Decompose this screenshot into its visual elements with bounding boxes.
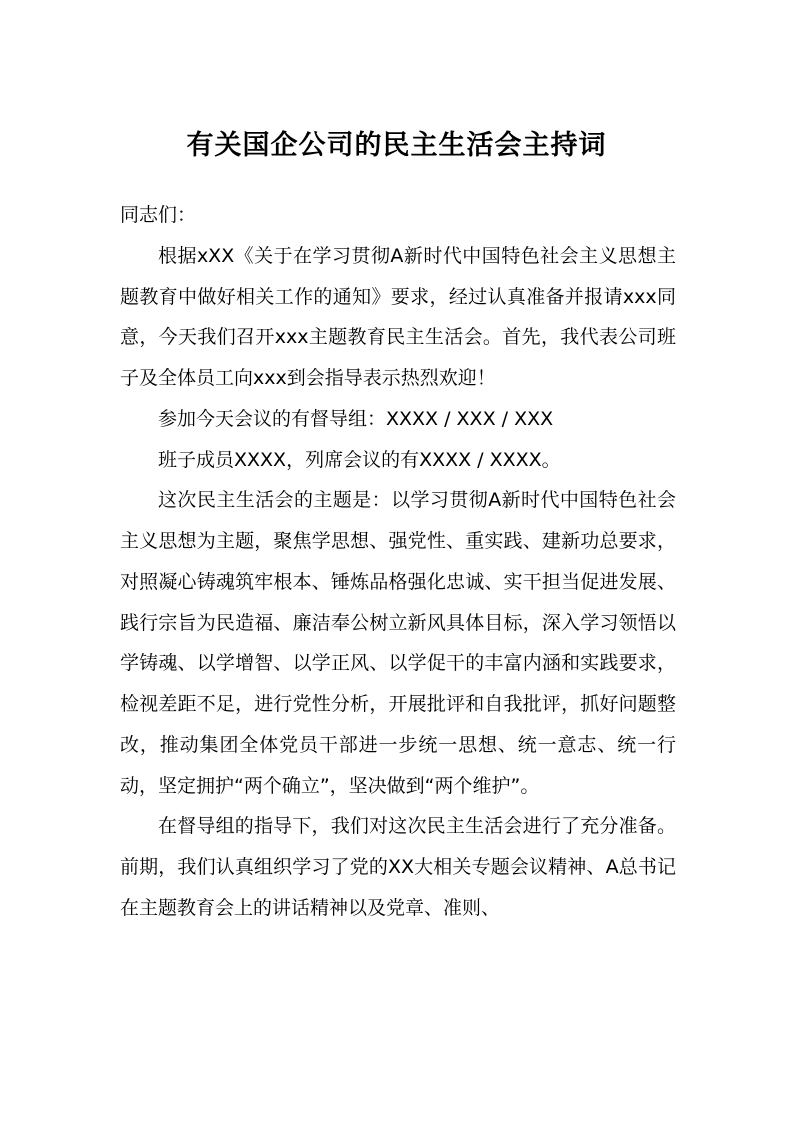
paragraph-supervision-group: 参加今天会议的有督导组：XXXX / XXX / XXX	[158, 407, 554, 430]
paragraph-team-members: 班子成员XXXX，列席会议的有XXXX / XXXX。	[158, 448, 561, 471]
document-body	[120, 195, 676, 929]
document-title: 有关国企公司的民主生活会主持词	[186, 130, 607, 161]
paragraph-preparation: 在督导组的指导下，我们对这次民主生活会进行了充分准备。前期，我们认真组织学习了党的XX大相关专题会议精神、A总书记在主题教育会上的讲话精神以及党章、准则、	[120, 815, 676, 919]
paragraph-meeting-theme: 这次民主生活会的主题是：以学习贯彻A新时代中国特色社会主义思想为主题，聚焦学思想、强党性、重实践、建新功总要求，对照凝心铸魂筑牢根本、锤炼品格强化忠诚、实干担当促进发展、践行宗旨为民造福、廉洁奉公树立新风具体目标，深入学习领悟以学铸魂、以学增智、以学正风、以学促干的丰富内涵和实践要求，检视差距不足，进行党性分析，开展批评和自我批评，抓好问题整改，推动集团全体党员干部进一步统一思想、统一意志、统一行动，坚定拥护“两个确立”，坚决做到“两个维护”。	[120, 489, 676, 797]
paragraph-opening: 根据xXX《关于在学习贯彻A新时代中国特色社会主义思想主题教育中做好相关工作的通知》要求，经过认真准备并报请xxx同意，今天我们召开xxx主题教育民主生活会。首先，我代表公司班子及全体员工向xxx到会指导表示热烈欢迎！	[120, 244, 676, 389]
salutation: 同志们：	[120, 204, 197, 226]
